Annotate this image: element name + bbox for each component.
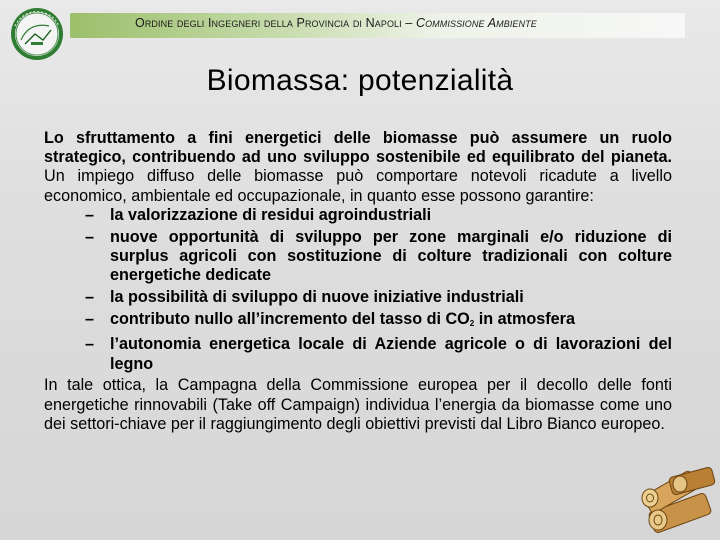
intro-bold-text: Lo sfruttamento a fini energetici delle biomasse può assumere un ruolo strategico, contribuendo ad uno sviluppo sostenibile ed equilibrato del pianeta. bbox=[44, 129, 672, 167]
bullet-dash: – bbox=[85, 309, 95, 328]
header-commission: Commissione Ambiente bbox=[415, 16, 537, 30]
header-title bbox=[135, 16, 695, 36]
intro-normal-text: Un impiego diffuso delle biomasse può comportare notevoli ricadute a livello economico, ambientale ed occupazionale, in quanto esse possono garantire: bbox=[44, 167, 672, 205]
header-separator: – bbox=[401, 16, 416, 30]
list-item bbox=[44, 228, 672, 286]
list-item bbox=[44, 288, 672, 307]
bullet-text: l’autonomia energetica locale di Aziende agricole o di lavorazioni del legno bbox=[110, 335, 672, 373]
bullet-dash: – bbox=[85, 287, 95, 306]
list-item bbox=[44, 335, 672, 373]
bullet-dash: – bbox=[85, 227, 95, 246]
list-item bbox=[44, 206, 672, 225]
bullet-text: nuove opportunità di sviluppo per zone marginali e/o riduzione di surplus agricoli con sostituzione di colture tradizionali con colture energetiche dedicate bbox=[110, 227, 672, 285]
bullet-dash: – bbox=[85, 205, 95, 224]
co2-subscript: 2 bbox=[469, 318, 475, 328]
slide-title: Biomassa: potenzialità bbox=[206, 64, 514, 97]
intro-paragraph bbox=[44, 129, 672, 206]
bullet-dash: – bbox=[85, 335, 95, 354]
co2-text-before: contributo nullo all’incremento del tasso di CO bbox=[110, 309, 470, 328]
bullet-list bbox=[44, 206, 672, 374]
bullet-text: la possibilità di sviluppo di nuove iniziative industriali bbox=[110, 287, 524, 306]
co2-text-after: in atmosfera bbox=[474, 309, 575, 328]
closing-paragraph: In tale ottica, la Campagna della Commissione europea per il decollo delle fonti energetiche rinnovabili (Take off Campaign) individua l’energia da biomasse come uno dei settori-chiave per il raggiungimento degli obiettivi previsti dal Libro Bianco europeo. bbox=[44, 376, 672, 433]
engineers-order-seal-icon bbox=[9, 6, 65, 62]
wood-logs-icon bbox=[640, 462, 720, 540]
bullet-text: la valorizzazione di residui agroindustriali bbox=[110, 205, 432, 224]
header-org: Ordine degli Ingegneri della Provincia di Napoli bbox=[135, 16, 402, 30]
slide-body bbox=[44, 129, 672, 434]
list-item bbox=[44, 310, 672, 333]
